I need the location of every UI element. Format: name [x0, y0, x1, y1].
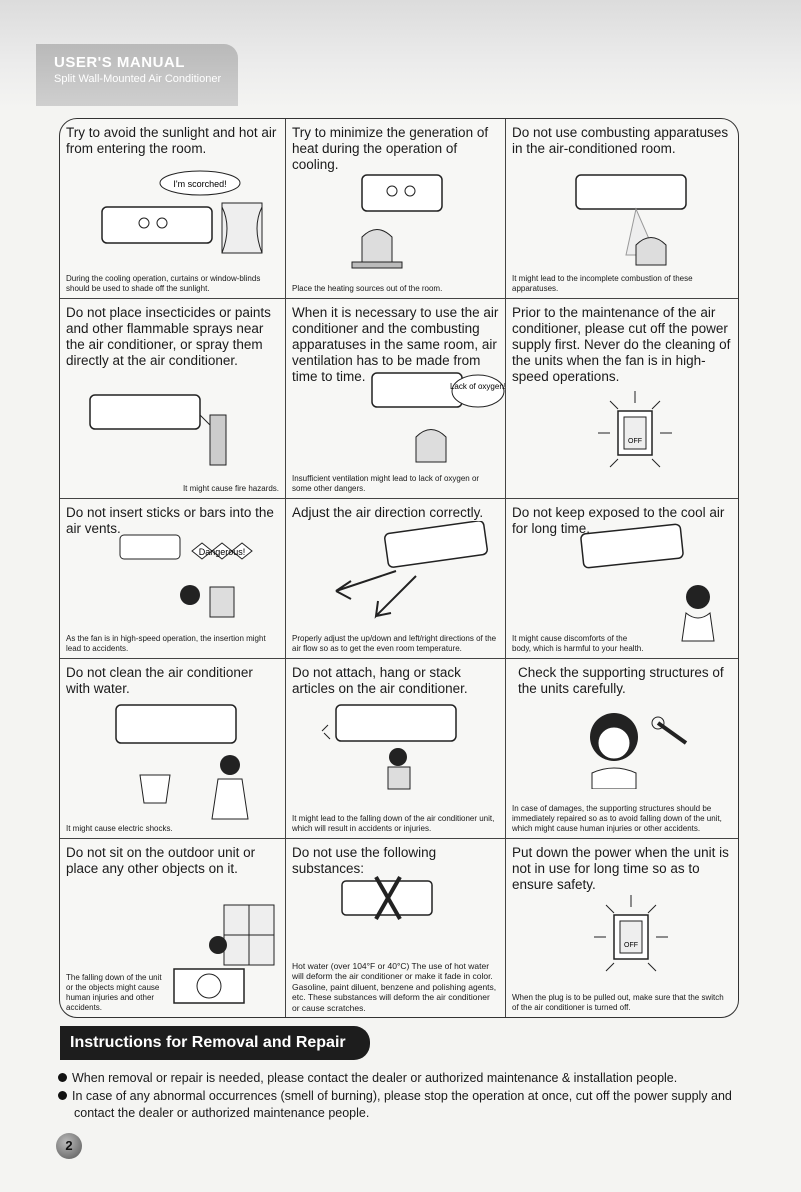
heater-illustration — [322, 167, 472, 272]
ac-sun-illustration — [82, 167, 272, 267]
cell-caption: When the plug is to be pulled out, make sure that the switch of the air conditioner is turned off. — [512, 993, 724, 1012]
cell-no-sprays — [60, 299, 286, 499]
cell-caption: It might cause discomforts of the body, which is harmful to your health. — [512, 634, 644, 653]
cell-title: Adjust the air direction correctly. — [292, 505, 484, 520]
cell-no-sticks — [60, 499, 286, 659]
cell-cool-air — [506, 499, 738, 659]
substances-illustration — [332, 869, 442, 925]
cell-title: Do not use the following substances: — [292, 845, 437, 876]
cell-cut-power — [506, 299, 738, 499]
cell-title: Do not sit on the outdoor unit or place any other objects on it. — [66, 845, 256, 876]
cell-caption: Insufficient ventilation might lead to lack of oxygen or some other dangers. — [292, 474, 480, 493]
cell-caption: Place the heating sources out of the room. — [292, 284, 443, 293]
bubble-text: I'm scorched! — [173, 179, 227, 189]
cell-caption: The falling down of the unit or the objects might cause human injuries and other accidents. — [66, 973, 162, 1012]
ventilation-illustration — [366, 367, 506, 467]
cell-title: Try to minimize the generation of heat during the operation of cooling. — [292, 125, 489, 172]
cell-title: Do not use combusting apparatuses in the air-conditioned room. — [512, 125, 729, 156]
cell-caption: In case of damages, the supporting structures should be immediately repaired so as to avoid falling down of the unit, which might cause human injuries or other accidents. — [512, 804, 722, 833]
cell-title: When it is necessary to use the air conditioner and the combusting apparatuses in the same room, air ventilation has to be made from time to time. — [292, 305, 499, 384]
bullet-item — [58, 1070, 748, 1087]
switch-label: OFF — [628, 438, 642, 445]
cell-title: Put down the power when the unit is not in use for long time so as to ensure safety. — [512, 845, 729, 892]
cell-caption: During the cooling operation, curtains or window-blinds should be used to shade off the sunlight. — [66, 274, 261, 293]
water-illustration — [100, 695, 270, 825]
bullet-dot — [58, 1091, 67, 1100]
cell-avoid-sunlight — [60, 119, 286, 299]
cell-title: Prior to the maintenance of the air conditioner, please cut off the power supply first. Never do the cleaning of the units when the fan is in high-speed operations. — [512, 305, 731, 384]
sticks-illustration — [110, 521, 270, 621]
manual-title: USER'S MANUAL — [54, 54, 185, 71]
air-direction-illustration — [306, 521, 496, 621]
cell-title: Check the supporting structures of the units carefully. — [518, 665, 724, 696]
cell-put-down-power — [506, 839, 738, 1017]
cell-check-structures — [506, 659, 738, 839]
switch-off-illustration — [590, 387, 680, 487]
cell-caption: As the fan is in high-speed operation, the insertion might lead to accidents. — [66, 634, 266, 653]
cell-no-sitting — [60, 839, 286, 1017]
cell-ventilation — [286, 299, 506, 499]
cell-caption: It might cause electric shocks. — [66, 824, 173, 833]
attach-illustration — [316, 699, 486, 799]
cell-caption: It might cause fire hazards. — [182, 484, 279, 493]
cell-caption: Hot water (over 104°F or 40°C) The use of hot water will deform the air conditioner or make it fade in color. Gasoline, paint diluent, benzene and polishing agents, etc. These substances will deform the air conditioner or cause scratches. — [292, 960, 497, 1013]
bullet-item — [58, 1088, 748, 1122]
page-header — [0, 0, 801, 108]
manual-subtitle: Split Wall-Mounted Air Conditioner — [54, 73, 222, 85]
combustion-illustration — [556, 165, 706, 275]
cell-title: Do not keep exposed to the cool air for long time. — [512, 505, 725, 536]
bubble-text: Dangerous! — [198, 547, 246, 557]
cell-caption: Properly adjust the up/down and left/right directions of the air flow so as to get the even room temperature. — [292, 634, 497, 653]
inspection-illustration — [574, 703, 714, 789]
switch-label: OFF — [624, 942, 638, 949]
cell-title: Try to avoid the sunlight and hot air from entering the room. — [66, 125, 277, 156]
cell-title: Do not attach, hang or stack articles on the air conditioner. — [292, 665, 468, 696]
bullet-text: When removal or repair is needed, please contact the dealer or authorized maintenance & installation people. — [72, 1071, 678, 1085]
cell-title: Do not insert sticks or bars into the air vents. — [66, 505, 274, 536]
bullet-dot — [58, 1073, 67, 1082]
outdoor-unit-illustration — [164, 899, 282, 1009]
cell-no-combusting — [506, 119, 738, 299]
cool-air-illustration — [566, 523, 736, 643]
cell-caption: It might lead to the incomplete combustion of these apparatuses. — [512, 274, 693, 293]
cell-caption: It might lead to the falling down of the air conditioner unit, which will result in accidents or injuries. — [292, 814, 495, 833]
safety-grid — [59, 118, 739, 1018]
switch-off-illustration — [586, 891, 676, 987]
cell-minimize-heat — [286, 119, 506, 299]
page-number: 2 — [56, 1133, 82, 1159]
cell-no-attach — [286, 659, 506, 839]
cell-title: Do not clean the air conditioner with water. — [66, 665, 253, 696]
cell-title: Do not place insecticides or paints and other flammable sprays near the air conditioner, or spray them directly at the air conditioner. — [66, 305, 271, 368]
bullet-text: In case of any abnormal occurrences (smell of burning), please stop the operation at once, cut off the power supply and contact the dealer or authorized maintenance people. — [72, 1089, 732, 1120]
spray-illustration — [80, 385, 260, 475]
cell-air-direction — [286, 499, 506, 659]
cell-no-water — [60, 659, 286, 839]
bubble-text: Lack of oxygen! — [449, 382, 506, 391]
cell-no-substances — [286, 839, 506, 1017]
section-title: Instructions for Removal and Repair — [60, 1026, 370, 1060]
